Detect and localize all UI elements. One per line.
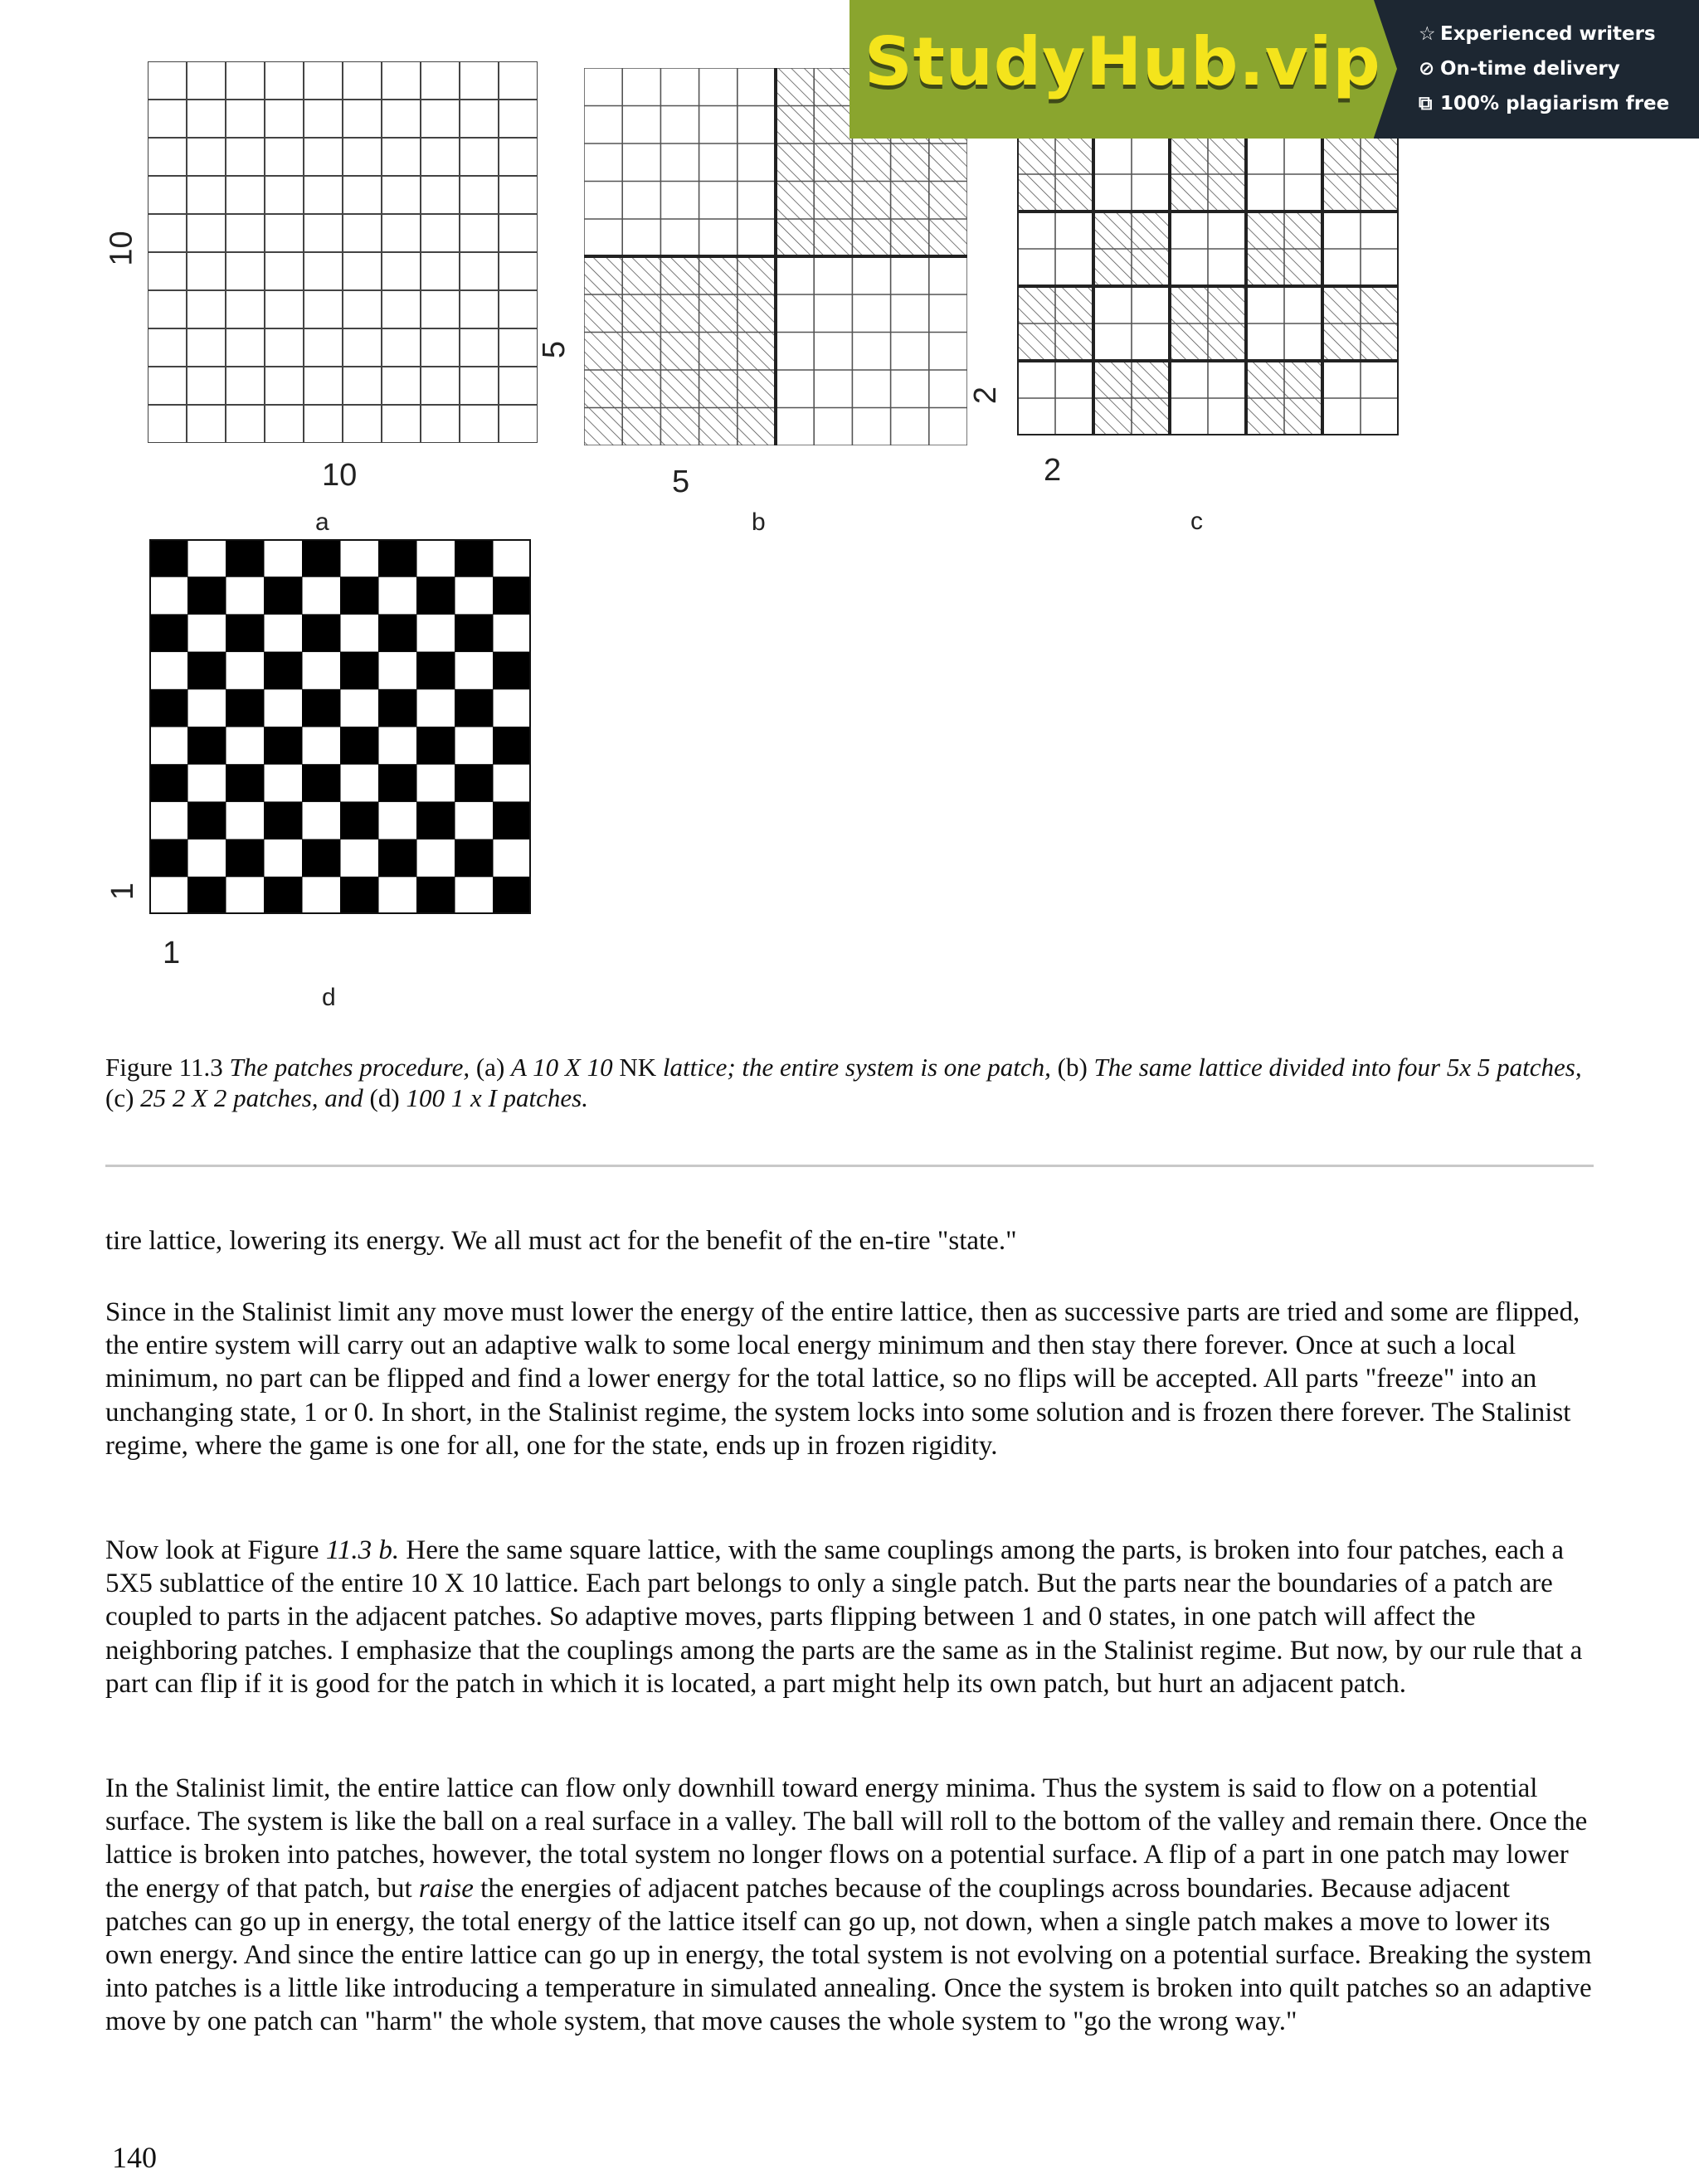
panel-d-checkerboard <box>149 539 531 914</box>
panel-b-bottom-label: 5 <box>672 465 690 499</box>
caption-text: 100 1 x I patches. <box>406 1083 588 1112</box>
studyhub-banner[interactable] <box>850 0 1699 139</box>
emphasis-raise: raise <box>418 1873 474 1904</box>
section-divider <box>105 1165 1594 1167</box>
caption-text: The same lattice divided into four 5x 5 patches, <box>1093 1053 1582 1082</box>
panel-d-letter: d <box>322 984 336 1011</box>
panel-c-letter: c <box>1190 508 1203 535</box>
feature-plagiarism-free <box>1419 93 1669 114</box>
panel-c-bottom-label: 2 <box>1044 453 1062 488</box>
caption-marker: (c) <box>105 1083 141 1112</box>
panel-d-bottom-label: 1 <box>163 936 181 970</box>
caption-marker: (a) <box>470 1053 512 1082</box>
feature-experienced-writers <box>1419 23 1656 45</box>
feature-on-time-delivery <box>1419 58 1620 80</box>
caption-lead: Figure 11.3 <box>105 1053 230 1082</box>
page-number: 140 <box>112 2141 157 2174</box>
paragraph-3-text: Now look at Figure <box>105 1535 326 1565</box>
figure-caption <box>105 1052 1599 1113</box>
panel-a-bottom-label: 10 <box>322 458 358 493</box>
caption-text: The patches procedure, <box>229 1053 470 1082</box>
caption-text: A 10 X 10 <box>511 1053 613 1082</box>
star-icon: ☆ <box>1419 23 1436 45</box>
paragraph-4-text: the energies of adjacent patches because of the couplings across boundaries. Because adjacent patches can go up in energy, the total energy of the lattice itself can go up, not down, when a single patch makes a move to lower its own energy. And since the entire lattice can go up in energy, the total system is not evolving on a potential surface. Breaking the system into patches is a little like introducing a temperature in simulated annealing. Once the system is broken into quilt patches so an adaptive move by one patch can "harm" the whole system, that move causes the whole system to "go the wrong way." <box>105 1873 1592 2037</box>
caption-marker: (b) <box>1050 1053 1094 1082</box>
paragraph-4 <box>105 1772 1599 2039</box>
studyhub-logo[interactable]: StudyHub.vip <box>864 23 1381 100</box>
paragraph-3 <box>105 1534 1599 1700</box>
figure-reference: 11.3 b. <box>325 1535 400 1565</box>
panel-a-letter: a <box>315 508 329 536</box>
caption-text: 25 2 X 2 patches, and <box>140 1083 363 1112</box>
panel-d-side-label: 1 <box>105 882 141 901</box>
paragraph-3-text: Here the same square lattice, with the same couplings among the parts, is broken into four patches, each a 5X5 sublattice of the entire 10 X 10 lattice. Each part belongs to only a single patch. But the parts near the boundaries of a patch are coupled to parts in the adjacent patches. So adaptive moves, parts flipping between 1 and 0 states, in one patch will affect the neighboring patches. I emphasize that the couplings among the parts are the same as in the Stalinist regime. But now, by our rule that a part can flip if it is good for the patch in which it is located, a part might help its own patch, but hurt an adjacent patch. <box>105 1535 1583 1699</box>
panel-b-letter: b <box>752 508 766 536</box>
clock-icon: ⊘ <box>1419 58 1435 80</box>
copy-icon: ⧉ <box>1419 93 1433 114</box>
feature-text: Experienced writers <box>1440 23 1656 45</box>
panel-b-side-label: 5 <box>537 340 572 359</box>
panel-c-side-label: 2 <box>968 386 1004 405</box>
panel-a-grid <box>148 61 538 443</box>
paragraph-4-text: In the Stalinist limit, the entire lattice can flow only downhill toward energy minima. Thus the system is said to flow on a potential surface. The system is like the ball on a real surface in a valley. The ball will roll to the bottom of the valley and remain there. Once the lattice is broken into patches, however, the total system no longer flows on a potential surface. A flip of a part in one patch may lower the energy of that patch, but <box>105 1773 1588 1904</box>
feature-text: On-time delivery <box>1440 58 1620 80</box>
feature-text: 100% plagiarism free <box>1440 93 1670 114</box>
caption-marker: NK <box>612 1053 663 1082</box>
panel-a-side-label: 10 <box>104 231 139 266</box>
paragraph-1: tire lattice, lowering its energy. We all must act for the benefit of the en-tire "state." <box>105 1226 1017 1256</box>
caption-marker: (d) <box>363 1083 406 1112</box>
caption-text: lattice; the entire system is one patch, <box>662 1053 1051 1082</box>
paragraph-2: Since in the Stalinist limit any move must lower the energy of the entire lattice, then as successive parts are tried and some are flipped, the entire system will carry out an adaptive walk to some local energy minimum and then stay there forever. Once at such a local minimum, no part can be flipped and find a lower energy for the total lattice, so no flips will be accepted. All parts "freeze" into an unchanging state, 1 or 0. In short, in the Stalinist regime, the system locks into some solution and is frozen there forever. The Stalinist regime, where the game is one for all, one for the state, ends up in frozen rigidity. <box>105 1297 1580 1461</box>
